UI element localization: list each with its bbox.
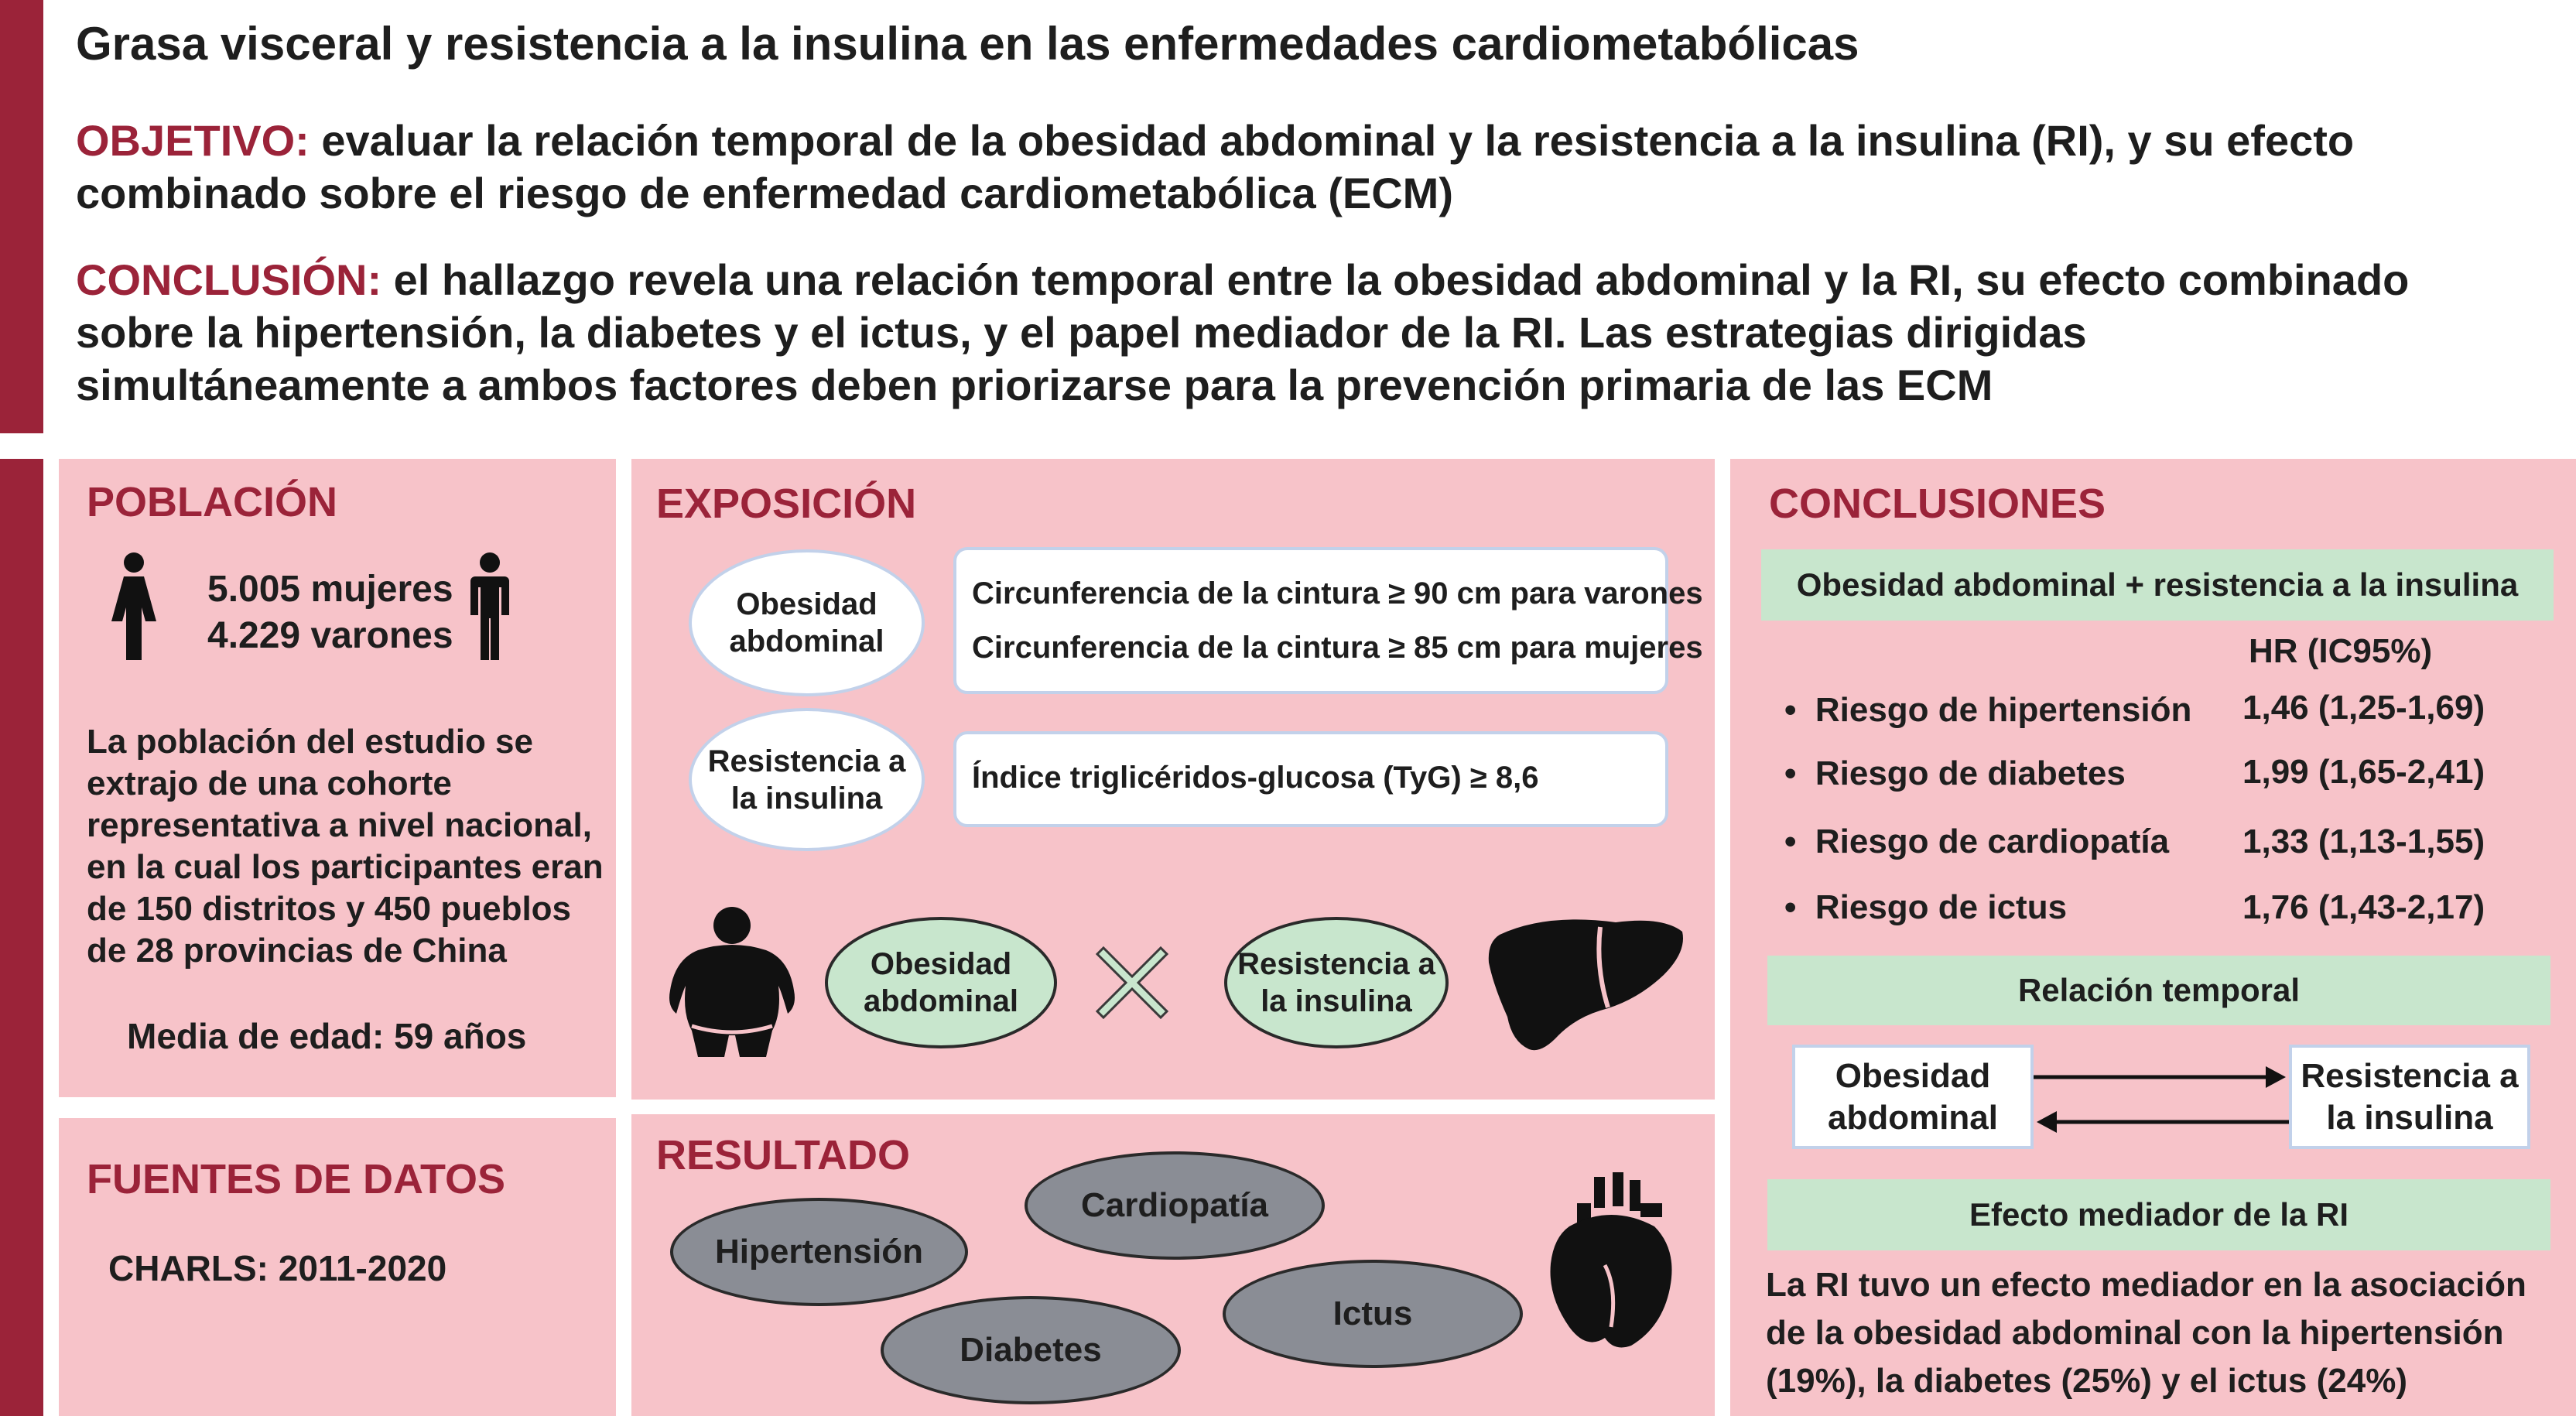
risk-row: • Riesgo de hipertensión [1784,691,2192,729]
temporal-insulin-box: Resistencia a la insulina [2289,1045,2530,1149]
conclusion-text-2: sobre la hipertensión, la diabetes y el ictus, y el papel mediador de la RI. Las estrategias dirigidas [76,308,2087,357]
objective-text-1: evaluar la relación temporal de la obesidad abdominal y la resistencia a la insulina (RI), y su efecto [321,116,2355,165]
population-description [87,721,604,972]
sources-value: CHARLS: 2011-2020 [108,1248,447,1288]
obese-person-icon [664,905,800,1060]
conclusions-heading: CONCLUSIONES [1769,481,2106,527]
temporal-arrows [2034,1060,2289,1137]
risk-hr: 1,76 (1,43-2,17) [2242,888,2485,926]
risk-label: Riesgo de hipertensión [1815,691,2192,729]
mediator-effect-bar: Efecto mediador de la RI [1767,1179,2550,1250]
population-line: de 150 distritos y 450 pueblos [87,890,572,928]
page-title: Grasa visceral y resistencia a la insulina en las enfermedades cardiometabólicas [76,18,1859,70]
risk-row: • Riesgo de ictus [1784,888,2068,926]
conclusion-label: CONCLUSIÓN: [76,255,382,304]
sources-heading: FUENTES DE DATOS [87,1156,506,1202]
outcome-heading: RESULTADO [656,1132,910,1178]
temporal-obesity-box: Obesidad abdominal [1792,1045,2034,1149]
outcome-stroke: Ictus [1223,1260,1523,1368]
risk-label: Riesgo de cardiopatía [1815,823,2170,860]
conclusion [76,254,2409,412]
obesity-criterion-women: Circunferencia de la cintura ≥ 85 cm para mujeres [972,631,1703,665]
risk-label: Riesgo de diabetes [1815,754,2126,792]
obesity-criteria-box [953,547,1668,694]
risk-row: • Riesgo de cardiopatía [1784,823,2170,860]
outcome-hypertension: Hipertensión [670,1198,968,1306]
population-line: La población del estudio se [87,723,533,761]
mediator-line: de la obesidad abdominal con la hipertensión [1766,1314,2504,1352]
objective-label: OBJETIVO: [76,116,310,165]
man-icon [463,552,517,660]
objective-text-2: combinado sobre el riesgo de enfermedad cardiometabólica (ECM) [76,169,1453,217]
population-line: de 28 provincias de China [87,932,507,970]
body-accent-bar [0,459,43,1416]
mediator-text [1766,1261,2526,1405]
risk-label: Riesgo de ictus [1815,888,2068,926]
combo-insulin-oval: Resistencia a la insulina [1224,917,1449,1048]
woman-icon [107,552,161,660]
outcome-heart-disease: Cardiopatía [1025,1151,1325,1260]
insulin-resistance-oval: Resistencia a la insulina [689,708,925,851]
risk-hr: 1,46 (1,25-1,69) [2242,689,2485,727]
obesity-oval: Obesidad abdominal [689,549,925,696]
obesity-criterion-men: Circunferencia de la cintura ≥ 90 cm para varones [972,576,1703,611]
mediator-line: La RI tuvo un efecto mediador en la asociación [1766,1266,2526,1304]
risk-row: • Riesgo de diabetes [1784,754,2126,792]
hr-header: HR (IC95%) [2249,632,2433,670]
population-men: 4.229 varones [207,615,453,656]
exposure-heading: EXPOSICIÓN [656,481,917,527]
header-accent-bar [0,0,43,433]
outcome-diabetes: Diabetes [881,1296,1181,1404]
population-line: extrajo de una cohorte [87,764,452,802]
risk-hr: 1,99 (1,65-2,41) [2242,753,2485,791]
population-age: Media de edad: 59 años [127,1016,527,1056]
cross-icon [1090,940,1175,1025]
population-women: 5.005 mujeres [207,569,453,610]
combined-effect-bar: Obesidad abdominal + resistencia a la insulina [1761,549,2554,621]
liver-icon [1484,912,1687,1055]
objective [76,115,2354,220]
temporal-relation-bar: Relación temporal [1767,956,2550,1025]
population-line: representativa a nivel nacional, [87,806,592,844]
insulin-criterion: Índice triglicéridos-glucosa (TyG) ≥ 8,6 [972,761,1539,795]
mediator-line: (19%), la diabetes (25%) y el ictus (24%) [1766,1362,2407,1400]
population-heading: POBLACIÓN [87,479,337,525]
risk-hr: 1,33 (1,13-1,55) [2242,823,2485,860]
conclusion-text-1: el hallazgo revela una relación temporal entre la obesidad abdominal y la RI, su efecto combinado [393,255,2410,304]
heart-icon [1546,1172,1676,1350]
combo-obesity-oval: Obesidad abdominal [825,917,1057,1048]
conclusion-text-3: simultáneamente a ambos factores deben priorizarse para la prevención primaria de las ECM [76,361,1993,409]
population-line: en la cual los participantes eran [87,848,604,886]
